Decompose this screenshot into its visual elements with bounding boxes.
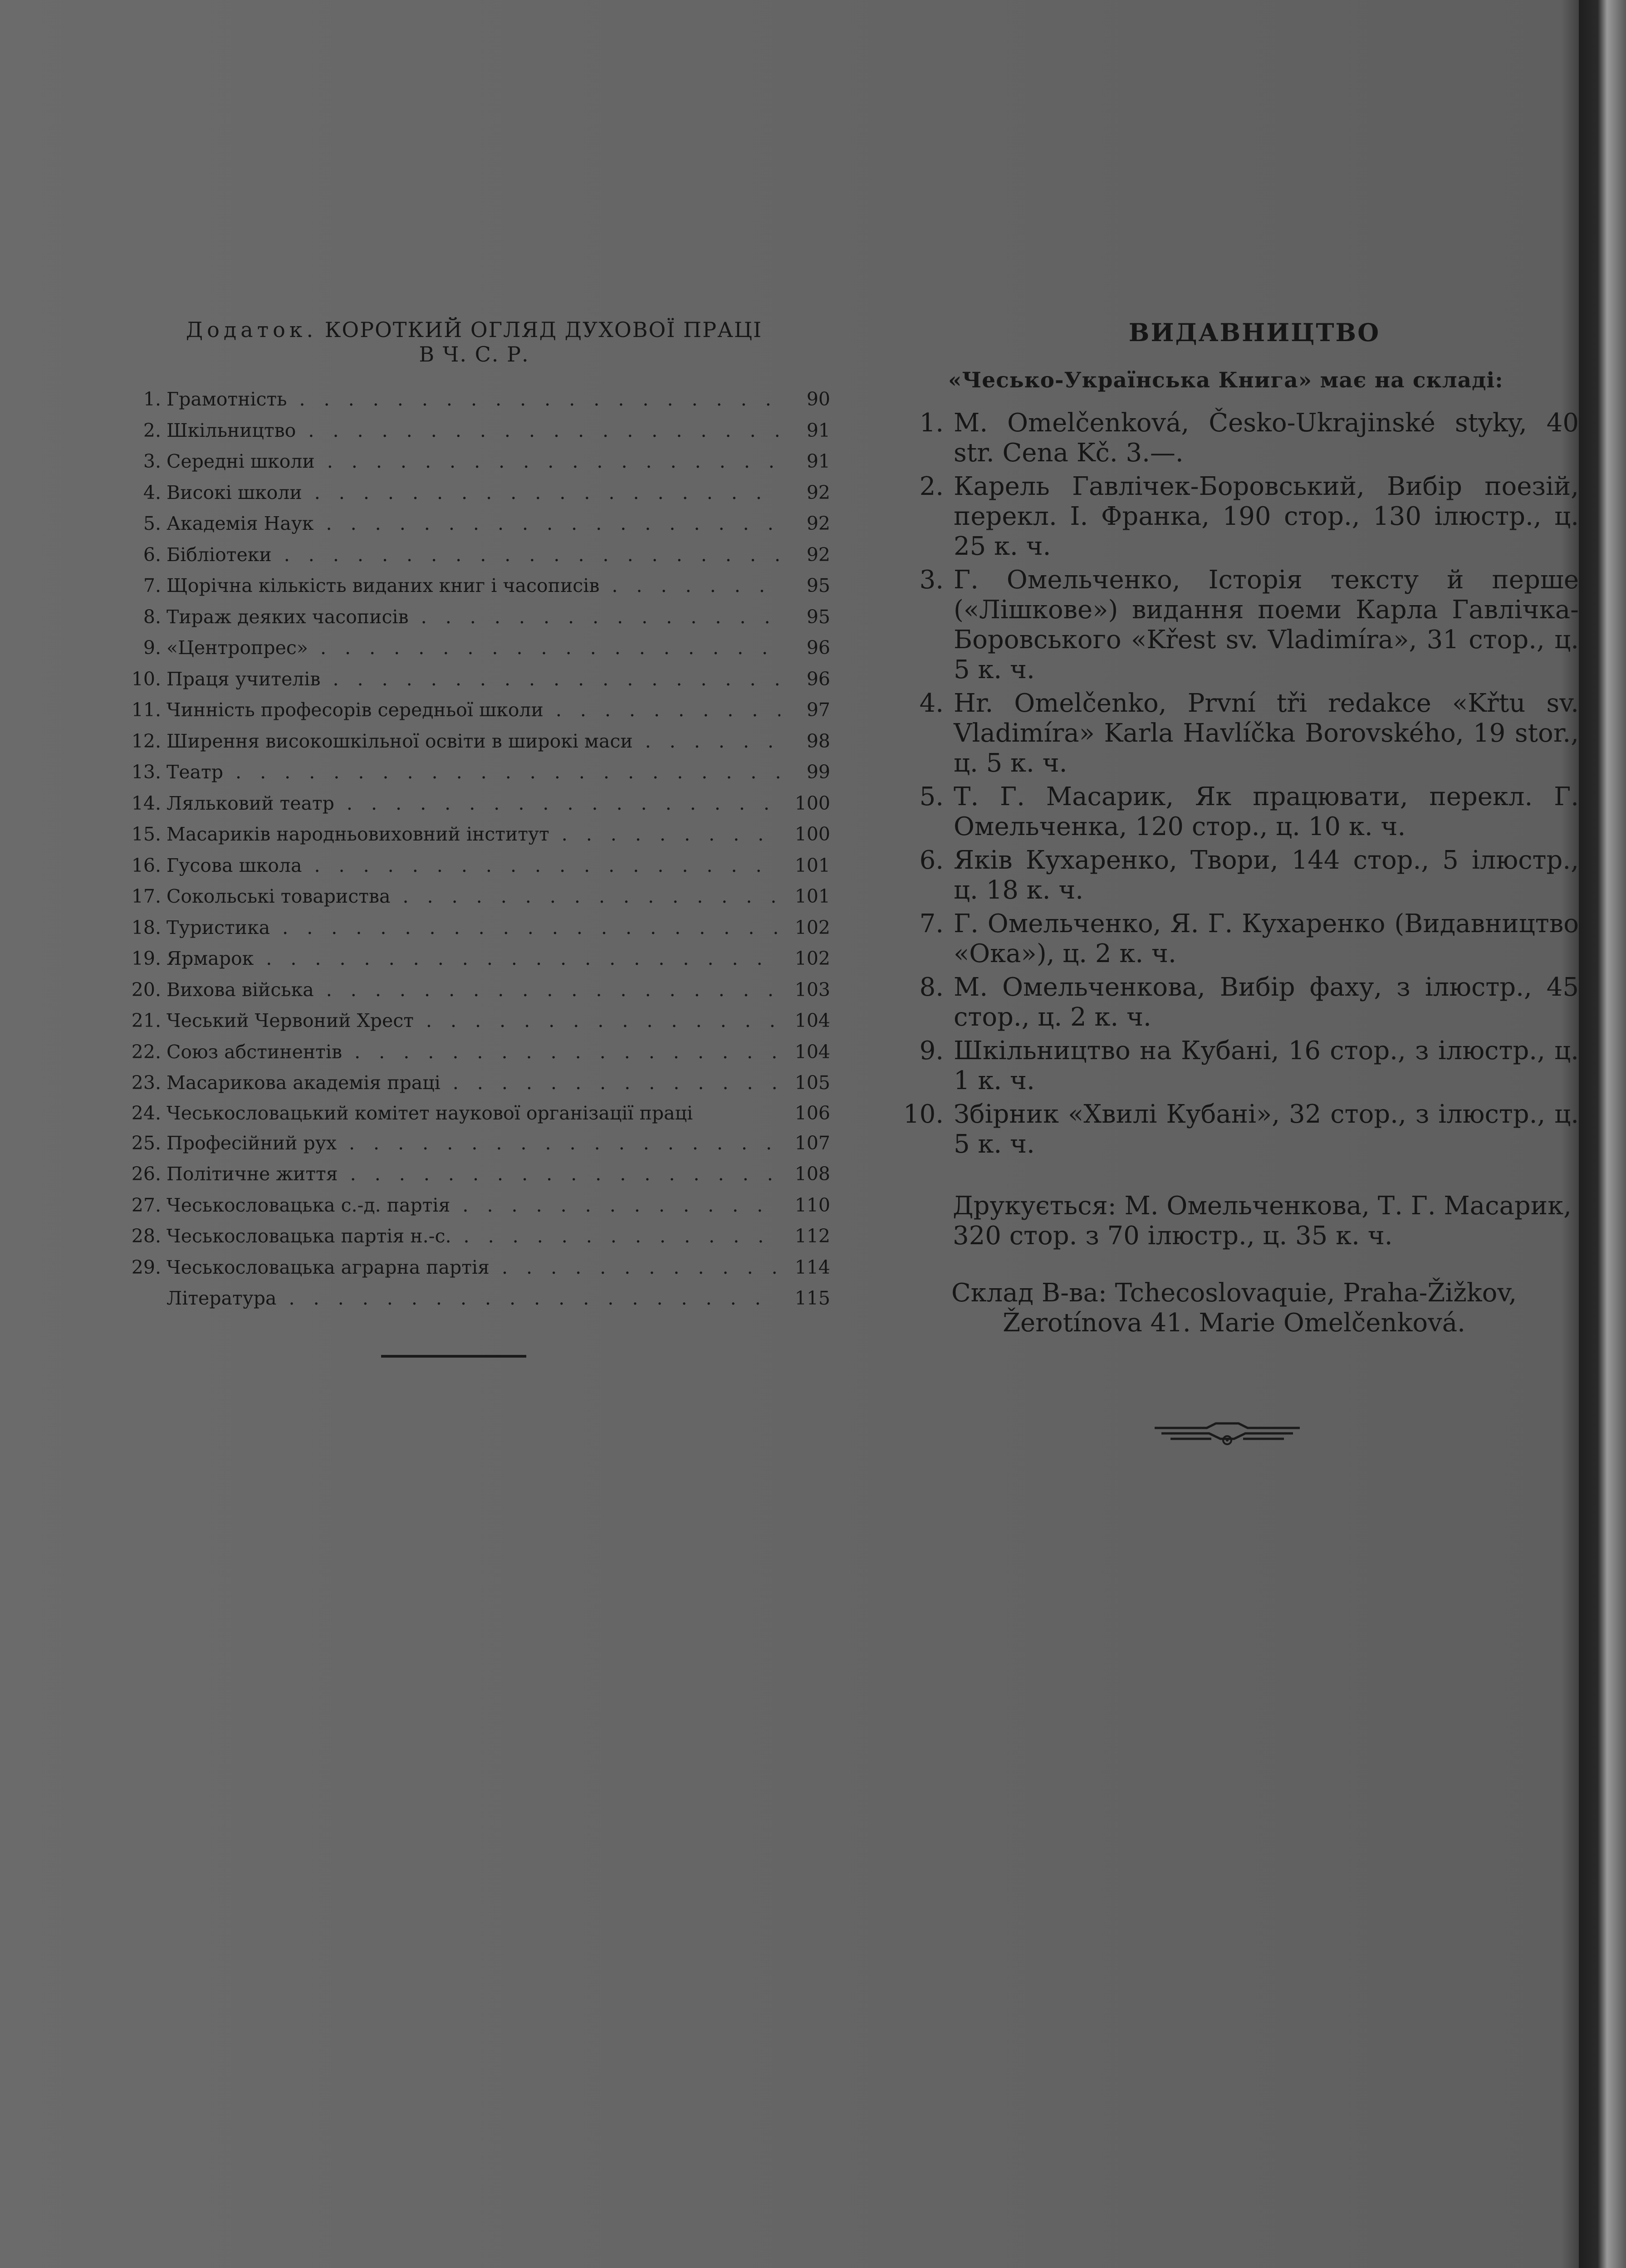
publisher-store-address: Склад В-ва: Tchecoslovaquie, Praha-Žižkov, Žerotínova 41. Marie Omelčenková. <box>951 1278 1517 1338</box>
toc-row-page: 99 <box>806 761 830 783</box>
toc-row-page: 100 <box>794 792 830 814</box>
toc-row-page: 103 <box>794 978 830 1001</box>
toc-row <box>118 943 830 974</box>
book-description: Шкільництво на Кубані, 16 стор., з ілюстр., ц. 1 к. ч. <box>954 1036 1579 1095</box>
book-description: Яків Кухаренко, Твори, 144 стор., 5 ілюстр., ц. 18 к. ч. <box>954 846 1579 905</box>
toc-row <box>118 539 830 571</box>
book-number: 9. <box>919 1036 944 1066</box>
toc-row-title: Гусова школа . . . <box>167 850 780 881</box>
toc-row-number: 22. <box>131 1041 161 1063</box>
toc-row-title: «Центропрес» . . . <box>167 632 780 664</box>
toc-row-number: 9. <box>143 637 161 659</box>
toc-row-number: 25. <box>131 1132 161 1154</box>
toc-row <box>118 881 830 912</box>
toc-row <box>118 850 830 881</box>
toc-row-page: 96 <box>806 637 830 659</box>
publisher-subheading: «Чесько-Українська Книга» має на складі: <box>948 368 1504 393</box>
toc-row-title: Грамотність . . . <box>167 384 780 415</box>
book-number: 1. <box>919 408 944 438</box>
book-list-item <box>889 973 1579 1032</box>
toc-row-page: 110 <box>794 1194 830 1216</box>
toc-row-title: Високі школи . . . <box>167 477 780 508</box>
book-number: 7. <box>919 909 944 938</box>
toc-row-title: Сокольські товариства . . . <box>167 881 780 912</box>
toc-row-number: 11. <box>131 699 161 721</box>
toc-row <box>118 1252 830 1283</box>
toc-row-page: 114 <box>794 1256 830 1278</box>
toc-row-number: 26. <box>131 1163 161 1185</box>
toc-row-number: 16. <box>131 854 161 876</box>
toc-row <box>118 664 830 695</box>
toc-row <box>118 757 830 788</box>
toc-row <box>118 1099 830 1128</box>
toc-list <box>118 384 830 1314</box>
toc-row-number: 19. <box>131 948 161 969</box>
publisher-heading: ВИДАВНИЦТВО <box>1128 318 1381 347</box>
toc-row-title: Чеськословацька аграрна партія . . . <box>167 1252 780 1283</box>
toc-row <box>118 694 830 726</box>
toc-row-title: Тираж деяких часописів . . . <box>167 601 780 633</box>
toc-row-number: 12. <box>131 730 161 752</box>
book-number: 2. <box>919 472 944 501</box>
book-list-item <box>889 472 1579 562</box>
toc-row-page: 91 <box>806 450 830 472</box>
toc-row-title: Академія Наук . . . <box>167 508 780 539</box>
toc-heading-label: Додаток. <box>186 318 318 342</box>
publisher-catalogue <box>889 318 1579 1338</box>
toc-row <box>118 819 830 850</box>
toc-row-title: Союз абстинентів . . . <box>167 1036 780 1068</box>
toc-row <box>118 788 830 819</box>
book-description: Г. Омельченко, Я. Г. Кухаренко (Видавництво «Ока»), ц. 2 к. ч. <box>954 909 1579 968</box>
book-list-item <box>889 909 1579 969</box>
book-description: М. Омельченкова, Вибір фаху, з ілюстр., 45 стор., ц. 2 к. ч. <box>954 973 1579 1032</box>
book-list-item <box>889 782 1579 842</box>
toc-row-page: 100 <box>794 823 830 845</box>
toc-row-page: 95 <box>806 606 830 628</box>
toc-row-page: 102 <box>794 916 830 938</box>
publisher-book-list <box>889 408 1579 1159</box>
toc-row-page: 96 <box>806 668 830 690</box>
book-description: Збірник «Хвилі Кубані», 32 стор., з ілюстр., ц. 5 к. ч. <box>954 1100 1579 1159</box>
toc-row-page: 107 <box>794 1132 830 1154</box>
toc-row <box>118 384 830 415</box>
toc-row <box>118 1283 830 1314</box>
toc-row-page: 97 <box>806 699 830 721</box>
book-description: Г. Омельченко, Історія тексту й перше («Лішкове») видання поеми Карла Гавлічка-Боровського «Křest sv. Vladimíra», 31 стор., ц. 5 к. ч. <box>954 565 1579 684</box>
toc-row-title: Бібліотеки . . . <box>167 539 780 571</box>
toc-row-number: 27. <box>131 1194 161 1216</box>
toc-row-number: 6. <box>143 543 161 566</box>
toc-row <box>118 1128 830 1159</box>
toc-row-title: Театр . . . <box>167 757 780 788</box>
toc-row-page: 104 <box>794 1041 830 1063</box>
toc-row-number: 13. <box>131 761 161 783</box>
book-list-item <box>889 1100 1579 1159</box>
toc-row <box>118 1067 830 1099</box>
toc-row-title: Щорічна кількість виданих книг і часописів . . . <box>167 570 780 601</box>
toc-row-page: 95 <box>806 575 830 596</box>
toc-row-number: 8. <box>143 606 161 628</box>
toc-row-title: Література . . . <box>167 1283 780 1314</box>
book-number: 3. <box>919 565 944 595</box>
toc-row-title: Масарикова академія праці . . . <box>167 1067 780 1099</box>
toc-row-number: 4. <box>143 481 161 503</box>
toc-row-number: 24. <box>131 1102 161 1124</box>
toc-row <box>118 726 830 757</box>
toc-row-page: 90 <box>806 388 830 410</box>
toc-row-page: 101 <box>794 885 830 907</box>
book-number: 6. <box>919 846 944 875</box>
toc-row-number: 17. <box>131 885 161 907</box>
toc-row-number: 7. <box>143 575 161 596</box>
book-list-item <box>889 689 1579 778</box>
toc-row-page: 112 <box>794 1225 830 1247</box>
toc-row-title: Чеськословацький комітет наукової організації праці <box>167 1102 693 1124</box>
toc-row <box>118 477 830 508</box>
toc-row-page: 92 <box>806 513 830 534</box>
toc-row-title: Чеськословацька с.-д. партія . . . <box>167 1190 780 1221</box>
book-number: 10. <box>903 1100 944 1129</box>
toc-row <box>118 1036 830 1068</box>
book-spine-edge <box>1579 0 1626 2268</box>
book-list-item <box>889 846 1579 905</box>
toc-row-number: 28. <box>131 1225 161 1247</box>
toc-row-page: 104 <box>794 1010 830 1031</box>
toc-row-page: 108 <box>794 1163 830 1185</box>
toc-row-title: Політичне життя . . . <box>167 1158 780 1190</box>
table-of-contents <box>118 318 830 1358</box>
book-number: 5. <box>919 782 944 811</box>
toc-row <box>118 974 830 1006</box>
toc-row-title: Чеськословацька партія н.-с. . . . <box>167 1221 780 1252</box>
toc-row-title: Професійний рух . . . <box>167 1128 780 1159</box>
book-list-item <box>889 565 1579 685</box>
toc-row-number: 23. <box>131 1072 161 1094</box>
toc-row-title: Ширення високошкільної освіти в широкі маси . . . <box>167 726 780 757</box>
toc-row-title: Чеський Червоний Хрест . . . <box>167 1005 780 1036</box>
toc-row-number: 10. <box>131 668 161 690</box>
toc-row-title: Вихова війська . . . <box>167 974 780 1006</box>
toc-row-number: 15. <box>131 823 161 845</box>
book-description: M. Omelčenková, Česko-Ukrajinské styky, 40 str. Cena Kč. 3.—. <box>954 408 1579 468</box>
book-list-item <box>889 408 1579 468</box>
book-number: 8. <box>919 973 944 1002</box>
book-number: 4. <box>919 689 944 718</box>
toc-row <box>118 1158 830 1190</box>
toc-heading-line2: В Ч. С. Р. <box>419 342 529 367</box>
toc-row-page: 101 <box>794 854 830 876</box>
toc-row <box>118 1005 830 1036</box>
toc-row-number: 5. <box>143 513 161 534</box>
toc-row-page: 115 <box>794 1287 830 1309</box>
toc-heading <box>118 318 830 367</box>
toc-row-page: 102 <box>794 948 830 969</box>
toc-row-number: 18. <box>131 916 161 938</box>
toc-row-title: Чинність професорів середньої школи . . . <box>167 694 780 726</box>
toc-row-number: 21. <box>131 1010 161 1031</box>
toc-row-page: 91 <box>806 419 830 441</box>
book-list-item <box>889 1036 1579 1096</box>
ornament-icon <box>1152 1415 1302 1452</box>
toc-row-number: 20. <box>131 978 161 1001</box>
toc-row <box>118 415 830 446</box>
toc-row-page: 98 <box>806 730 830 752</box>
toc-row <box>118 632 830 664</box>
toc-row-title: Ляльковий театр . . . <box>167 788 780 819</box>
toc-row-page: 92 <box>806 481 830 503</box>
toc-row-number: 29. <box>131 1256 161 1278</box>
toc-row-title: Шкільництво . . . <box>167 415 780 446</box>
toc-row <box>118 446 830 477</box>
toc-row-page: 105 <box>794 1072 830 1094</box>
toc-row <box>118 1190 830 1221</box>
book-description: Карель Гавлічек-Боровський, Вибір поезій, перекл. І. Франка, 190 стор., 130 ілюстр., ц. 25 к. ч. <box>954 472 1579 561</box>
toc-row-number: 14. <box>131 792 161 814</box>
toc-heading-line1: КОРОТКИЙ ОГЛЯД ДУХОВОЇ ПРАЦІ <box>324 318 763 342</box>
toc-row <box>118 601 830 633</box>
forthcoming-print-note: Друкується: М. Омельченкова, Т. Г. Масарик, 320 стор. з 70 ілюстр., ц. 35 к. ч. <box>953 1191 1572 1251</box>
section-divider-rule <box>381 1355 526 1358</box>
book-description: Т. Г. Масарик, Як працювати, перекл. Г. Омельченка, 120 стор., ц. 10 к. ч. <box>954 782 1579 841</box>
toc-row-title: Масариків народньовиховний інститут . . . <box>167 819 780 850</box>
toc-row-page: 92 <box>806 543 830 566</box>
toc-row-number: 1. <box>143 388 161 410</box>
toc-row <box>118 570 830 601</box>
toc-row-title: Середні школи . . . <box>167 446 780 477</box>
toc-row <box>118 912 830 943</box>
toc-row-page: 106 <box>794 1102 830 1124</box>
toc-row-title: Ярмарок . . . <box>167 943 780 974</box>
toc-row-number: 3. <box>143 450 161 472</box>
toc-row <box>118 1221 830 1252</box>
toc-row-title: Туристика . . . <box>167 912 780 943</box>
toc-row-number: 2. <box>143 419 161 441</box>
book-description: Hr. Omelčenko, První tři redakce «Křtu sv. Vladimíra» Karla Havlíčka Borovského, 19 stor., ц. 5 к. ч. <box>954 689 1579 778</box>
toc-row <box>118 508 830 539</box>
toc-row-title: Праця учителів . . . <box>167 664 780 695</box>
